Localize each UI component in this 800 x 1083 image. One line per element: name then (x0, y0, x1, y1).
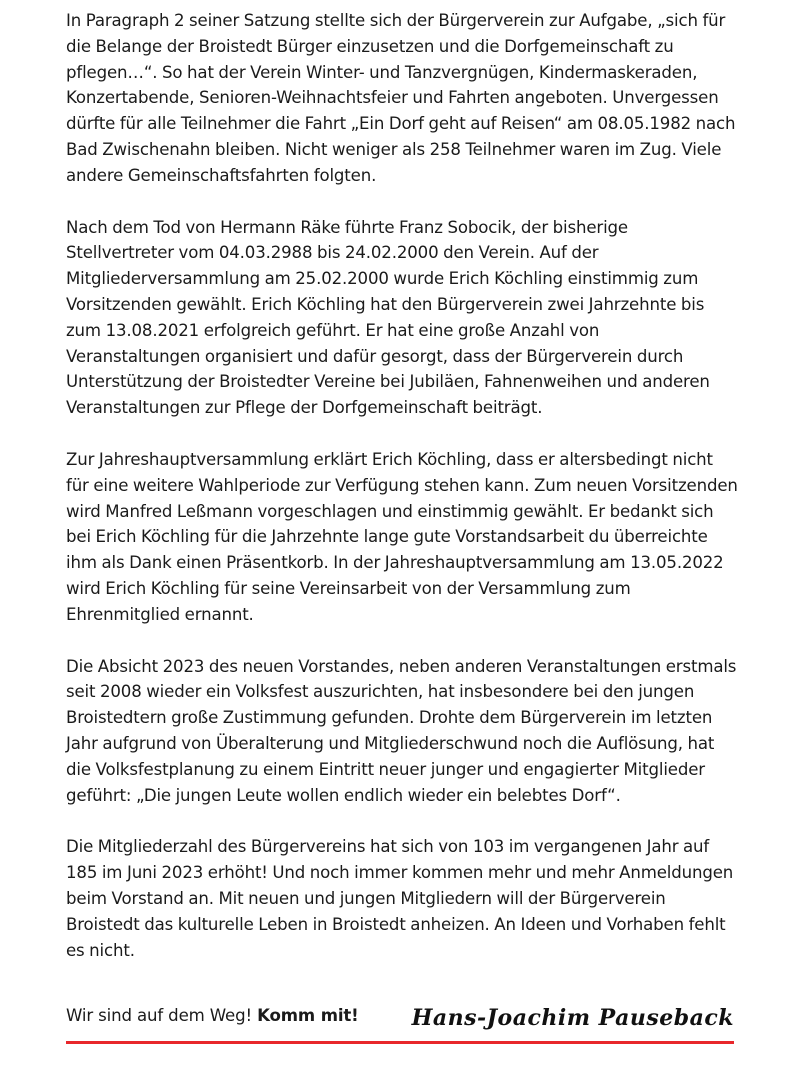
article-body (66, 8, 738, 989)
closing-line (66, 1003, 359, 1028)
paragraph-volksfest: Die Absicht 2023 des neuen Vorstandes, neben anderen Veranstaltungen erstmals seit 2008 wieder ein Volksfest auszurichten, hat insbesondere bei den jungen Broistedtern große Zustimmung gefunden. Drohte dem Bürgerverein im letzten Jahr aufgrund von Überalterung und Mitgliederschwund noch die Auflösung, hat die Volksfestplanung zu einem Eintritt neuer junger und engagierter Mitglieder geführt: „Die jungen Leute wollen endlich wieder ein belebtes Dorf“. (66, 656, 737, 805)
paragraph-satzung: In Paragraph 2 seiner Satzung stellte sich der Bürgerverein zur Aufgabe, „sich für die Belange der Broistedt Bürger einzusetzen und die Dorfgemeinschaft zu pflegen…“. So hat der Verein Winter- und Tanzvergnügen, Kindermaskeraden, Konzertabende, Senioren-Weihnachtsfeier und Fahrten angeboten. Unvergessen dürfte für alle Teilnehmer die Fahrt „Ein Dorf geht auf Reisen“ am 08.05.1982 nach Bad Zwischenahn bleiben. Nicht weniger als 258 Teilnehmer waren im Zug. Viele andere Gemeinschaftsfahrten folgten. (66, 11, 736, 185)
paragraph-vorsitz-geschichte: Nach dem Tod von Hermann Räke führte Franz Sobocik, der bisherige Stellvertreter vom 04.03.2988 bis 24.02.2000 den Verein. Auf der Mitgliederversammlung am 25.02.2000 wurde Erich Köchling einstimmig zum Vorsitzenden gewählt. Erich Köchling hat den Bürgerverein zwei Jahrzehnte bis zum 13.08.2021 erfolgreich geführt. Er hat eine große Anzahl von Veranstaltungen organisiert und dafür gesorgt, dass der Bürgerverein durch Unterstützung der Broistedter Vereine bei Jubiläen, Fahnenweihen und anderen Veranstaltungen zur Pflege der Dorfgemeinschaft beiträgt. (66, 217, 710, 418)
paragraph-jahreshauptversammlung: Zur Jahreshauptversammlung erklärt Erich Köchling, dass er altersbedingt nicht für eine weitere Wahlperiode zur Verfügung stehen kann. Zum neuen Vorsitzenden wird Manfred Leßmann vorgeschlagen und einstimmig gewählt. Er bedankt sich bei Erich Köchling für die Jahrzehnte lange gute Vorstandsarbeit du überreichte ihm als Dank einen Präsentkorb. In der Jahreshauptversammlung am 13.05.2022 wird Erich Köchling für seine Vereinsarbeit von der Versammlung zum Ehrenmitglied ernannt. (66, 449, 738, 624)
closing-text: Wir sind auf dem Weg! (66, 1006, 258, 1025)
paragraph-mitgliederzahl: Die Mitgliederzahl des Bürgervereins hat sich von 103 im vergangenen Jahr auf 185 im Juni 2023 erhöht! Und noch immer kommen mehr und mehr Anmeldungen beim Vorstand an. Mit neuen und jungen Mitgliedern will der Bürgerverein Broistedt das kulturelle Leben in Broistedt anheizen. An Ideen und Vorhaben fehlt es nicht. (66, 837, 734, 960)
signature: Hans-Joachim Pauseback (411, 1005, 734, 1031)
closing-emphasis: Komm mit! (257, 1006, 359, 1025)
closing-row (66, 1001, 736, 1035)
footer-divider (66, 1041, 734, 1044)
